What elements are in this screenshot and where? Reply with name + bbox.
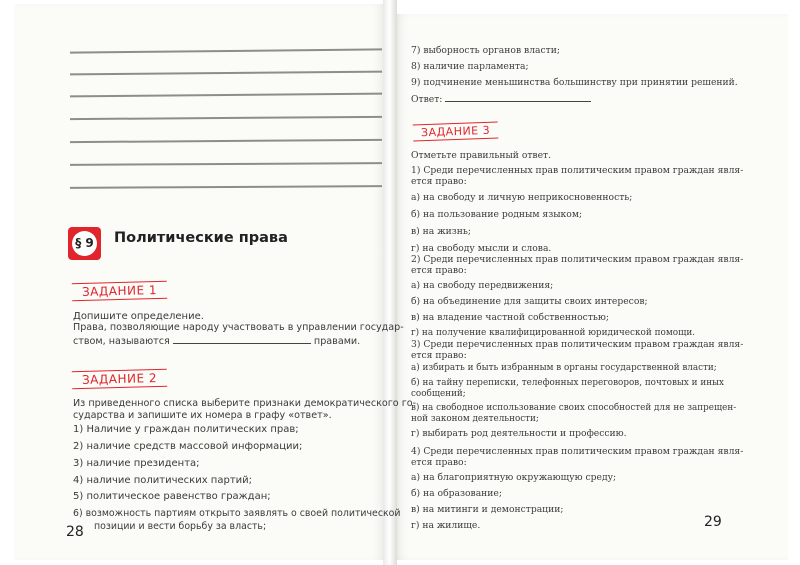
- task-2-stamp: ЗАДАНИЕ 2: [72, 369, 167, 389]
- book-spine: [383, 0, 397, 565]
- answer-blank[interactable]: [445, 101, 591, 102]
- option-cont: ной законом деятельности;: [411, 414, 539, 424]
- section-title: Политические права: [114, 230, 288, 246]
- section-badge: [68, 227, 101, 260]
- question-3-cont: ется право:: [411, 350, 467, 361]
- option[interactable]: в) на свободное использование своих способностей для не запрещен-: [411, 403, 737, 413]
- option[interactable]: б) на пользование родным языком;: [411, 209, 583, 220]
- question-3: 3) Среди перечисленных прав политическим правом граждан явля-: [411, 339, 744, 350]
- option[interactable]: в) на владение частной собственностью;: [411, 312, 610, 323]
- option[interactable]: а) на свободу и личную неприкосновенность;: [411, 192, 633, 203]
- section-number: § 9: [72, 231, 97, 256]
- question-2-cont: ется право:: [411, 265, 467, 276]
- question-4: 4) Среди перечисленных прав политическим правом граждан явля-: [411, 446, 744, 457]
- list-item-cont: позиции и вести борьбу за власть;: [94, 521, 267, 532]
- list-item: 2) наличие средств массовой информации;: [73, 441, 303, 452]
- list-item: 1) Наличие у граждан политических прав;: [73, 424, 299, 435]
- question-4-cont: ется право:: [411, 457, 467, 468]
- option[interactable]: б) на тайну переписки, телефонных переговоров, почтовых и иных: [411, 378, 725, 388]
- list-item: 6) возможность партиям открыто заявлять о своей политической: [73, 508, 401, 519]
- task-3-instruction: Отметьте правильный ответ.: [411, 150, 552, 161]
- option[interactable]: а) на благоприятную окружающую среду;: [411, 472, 617, 483]
- option-cont: сообщений;: [411, 389, 466, 399]
- list-item: 7) выборность органов власти;: [411, 45, 560, 56]
- task-1-instruction: Допишите определение.: [73, 311, 204, 322]
- option[interactable]: г) на свободу мысли и слова.: [411, 243, 552, 254]
- option[interactable]: г) на жилище.: [411, 520, 481, 531]
- list-item: 5) политическое равенство граждан;: [73, 491, 271, 502]
- definition-blank[interactable]: [173, 343, 311, 344]
- question-2: 2) Среди перечисленных прав политическим правом граждан явля-: [411, 254, 744, 265]
- task-3-stamp: ЗАДАНИЕ 3: [413, 122, 499, 142]
- list-item: 8) наличие парламента;: [411, 61, 529, 72]
- task-2-intro: Из приведенного списка выберите признаки демократического го-: [73, 398, 417, 409]
- question-1: 1) Среди перечисленных прав политическим правом граждан явля-: [411, 165, 744, 176]
- option[interactable]: б) на образование;: [411, 488, 502, 499]
- page-number-left: 28: [66, 524, 84, 540]
- option[interactable]: в) на жизнь;: [411, 226, 472, 237]
- list-item: 9) подчинение меньшинства большинству при принятии решений.: [411, 77, 738, 88]
- option[interactable]: а) на свободу передвижения;: [411, 280, 554, 291]
- option[interactable]: б) на объединение для защиты своих интересов;: [411, 296, 648, 307]
- task-2-intro-cont: сударства и запишите их номера в графу «ответ».: [73, 410, 332, 421]
- task-1-text: Права, позволяющие народу участвовать в управлении государ-: [73, 322, 404, 333]
- task-1-text-cont: ством, называются правами.: [73, 336, 361, 347]
- option[interactable]: г) на получение квалифицированной юридической помощи.: [411, 328, 696, 338]
- option[interactable]: г) выбирать род деятельности и профессию.: [411, 428, 627, 439]
- option[interactable]: а) избирать и быть избранным в органы государственной власти;: [411, 363, 717, 373]
- question-1-cont: ется право:: [411, 176, 467, 187]
- page-number-right: 29: [704, 514, 722, 530]
- answer-row: Ответ:: [411, 94, 591, 105]
- task-1-stamp: ЗАДАНИЕ 1: [72, 281, 167, 301]
- list-item: 3) наличие президента;: [73, 458, 200, 469]
- list-item: 4) наличие политических партий;: [73, 475, 253, 486]
- option[interactable]: в) на митинги и демонстрации;: [411, 504, 564, 515]
